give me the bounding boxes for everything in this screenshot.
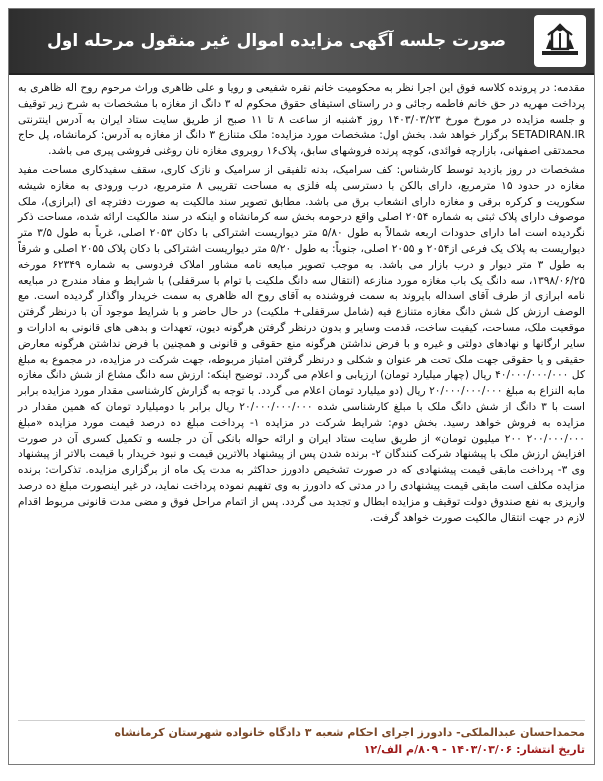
- notice-header: [9, 9, 594, 75]
- notice-body: [9, 75, 594, 716]
- signer-line: محمداحسان عبدالملکی- دادورز اجرای احکام شعبه ۳ دادگاه خانواده شهرستان کرمانشاه: [114, 726, 585, 739]
- judiciary-emblem-icon: [534, 15, 586, 67]
- footer-divider: [18, 720, 585, 721]
- notice-page: [8, 8, 595, 765]
- notice-footer: [9, 716, 594, 764]
- paragraph-specs: مشخصات در روز بازدید توسط کارشناس: کف سرامیک، بدنه تلفیقی از سرامیک و نازک کاری، سقف سفیدکاری مساحت مفید مغازه در حدود ۱۵ مترمربع، دارای بالکن با دسترسی پله فلزی به مساحت تقریبی ۸ مترمربع، درب ورودی به مغازه شیشه سکوریت و کرکره برقی و مغازه دارای انشعاب برق می باشد. مطابق تصویر سند مالکیت به صورت دفترچه ای (ابرازی)، ملک موصوف دارای پلاک ثبتی به شماره ۲۰۵۴ اصلی واقع درحومه بخش سه کرمانشاه و اینکه در سند مالکیت ارائه شده، مساحت ذکر نگردیده است اما دارای حدودات اربعه شمالاً به طول ۵/۸۰ متر دیواریست اشتراکی با دکان ۲۰۵۳ اصلی، غرباً به طول ۳/۵ متر دیواریست به پلاک یک فرعی از۲۰۵۴ و ۲۰۵۵ اصلی، جنوباً: به طول ۵/۲۰ متر دیواریست اشتراکی با دکان پلاک ۲۰۵۵ اصلی و شرقاً به طول ۳ متر دیوار و درب بازار می باشد. به موجب تصویر مبایعه نامه مشاور املاک فردوسی به شماره ۶۲۳۴۹ مورخه ۱۳۹۸/۰۶/۲۵، سه دانگ یک باب مغازه مورد منازعه (انتقال سه دانگ ملکیت با توام با سرقفلی) با شرایط و مفاد مندرج در مبایعه نامه ابرازی از طرف آقای اسداله بایروند به سمت فروشنده به آقای روح اله ظاهری به سمت خریدار واگذار گردیده است. مع الوصف ارزش کل شش دانگ مغازه متنازع فیه (شامل سرقفلی+ ملکیت) در حال حاضر و با شرایط موجود آن با درنظر گرفتن موقعیت ملک، مساحت، کیفیت ساخت، قدمت وسایر و بدون درنظر گرفتن هرگونه دیون، تعهدات و بدهی های قانونی به ادارات و سایر ارگانها و نهادهای دولتی و غیره و با فرض نداشتن هرگونه منع حقوقی و قانونی و همچنین با فرض نداشتن هرگونه معارض حقیقی و یا حقوقی جهت ملک تحت هر عنوان و شکلی و درنظر گرفتن امتیاز مربوطه، جهت شرکت در مزایده، در مجموع به مبلغ کل ۴۰/۰۰۰/۰۰۰/۰۰۰ ریال (چهار میلیارد تومان) ارزیابی و اعلام می گردد. توضیح اینکه: ارزش سه دانگ مشاع از شش دانگ مغازه مابه النزاع به مبلغ ۲۰/۰۰۰/۰۰۰/۰۰۰ ریال (دو میلیارد تومان اعلام می گردد. با توجه به گزارش کارشناسی مقدار مورد مزایده برابر است با ۳ دانگ از شش دانگ ملک با مبلغ کارشناسی شده ۲۰/۰۰۰/۰۰۰/۰۰۰ ریال برابر با دومیلیارد تومان که همین مقدار در مزایده به فروش خواهد رسید. بخش دوم: شرایط شرکت در مزایده ۱- پرداخت مبلغ ده درصد قیمت مورد مزایده «مبلغ ۲۰۰/۰۰۰/۰۰۰ ۲۰۰ میلیون تومان» از طریق سایت ستاد ایران و ارائه حواله بانکی آن در جلسه و تکمیل کسری آن در صورت افزایش ارزش ملک با پیشنهاد شرکت کنندگان ۲- برنده شدن پس از پیشنهاد بالاترین قیمت و نبود خریدار با قیمت بالاتر از پیشنهاد وی ۳- پرداخت مابقی قیمت پیشنهادی که در صورت تشخیص دادورز حداکثر به مدت یک ماه از برگزاری مزایده. تذکرات: برنده مزایده مکلف است مابقی قیمت پیشنهادی را در مدتی که دادورز به وی تفهیم نموده پرداخت نماید، در غیر اینصورت مبلغ ده درصد واریزی به نفع صندوق دولت توقیف و مزایده ابطال و تجدید می گردد. پس از اتمام مراحل فوق و مضی مدت قانونی مربوط اقدام لازم در جهت انتقال مالکیت صورت خواهد گرفت.: [18, 163, 586, 524]
- publication-date: تاریخ انتشار: ۱۴۰۳/۰۳/۰۶ - ۸۰۹/م الف/۱۲: [363, 743, 585, 756]
- paragraph-intro: مقدمه: در پرونده کلاسه فوق این اجرا نظر به محکومیت خانم نقره شفیعی و رویا و علی ظاهری وراث مرحوم روح اله ظاهری به پرداخت مهریه در حق خانم فاطمه رجائی و در راستای استیفای حقوق محکوم له ۳ دانگ از مغازه با مشخصات به شرح زیر توقیف و جلسه مزایده در مورخ مورخ ۱۴۰۳/۰۳/۲۳ روز ۴شنبه از ساعت ۸ تا ۱۱ صبح از طریق سایت ستاد ایران به آدرس اینترنتی SETADIRAN.IR برگزار خواهد شد. بخش اول: مشخصات مورد مزایده: ملک متنازع ۳ دانگ از مغازه به آدرس: کرمانشاه، پل حاج محمدتقی اصفهانی، بازارچه فوائدی، کوچه پرنده فروشهای سابق، پلاک۱۶ روبروی مغازه نان روغنی فروشی پیری می باشد.: [18, 82, 585, 158]
- notice-title: صورت جلسه آگهی مزایده اموال غیر منقول مرحله اول: [47, 31, 506, 51]
